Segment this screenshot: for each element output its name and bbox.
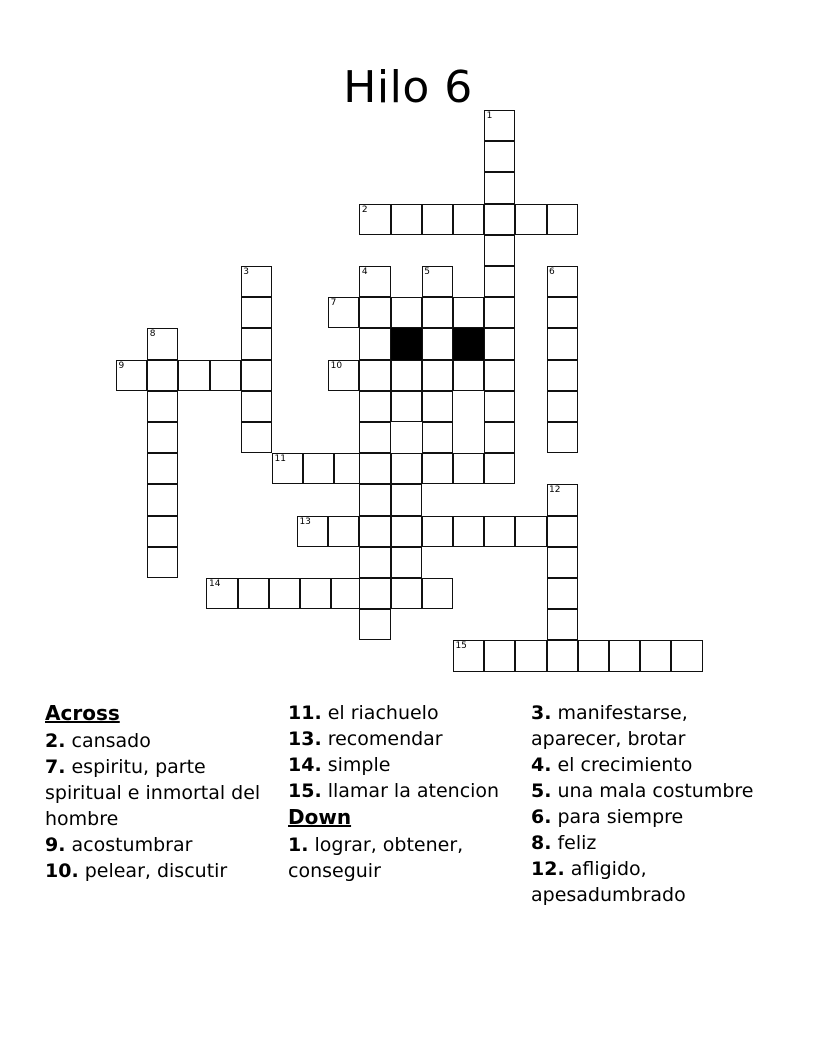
grid-cell[interactable] (147, 516, 178, 547)
grid-cell[interactable] (422, 328, 453, 359)
grid-cell[interactable] (484, 297, 515, 328)
grid-cell[interactable] (147, 391, 178, 422)
grid-cell-number: 1 (486, 111, 493, 121)
grid-cell[interactable] (609, 640, 640, 671)
grid-cell[interactable] (303, 453, 334, 484)
grid-cell[interactable] (484, 204, 515, 235)
clue-text: una mala costumbre (551, 780, 754, 802)
grid-cell[interactable] (484, 422, 515, 453)
grid-cell[interactable] (391, 578, 422, 609)
clue-item (531, 830, 766, 856)
grid-cell[interactable] (328, 360, 359, 391)
clue-text: cansado (65, 730, 151, 752)
grid-cell[interactable] (300, 578, 331, 609)
grid-cell[interactable] (422, 422, 453, 453)
grid-cell-number: 11 (274, 454, 286, 465)
grid-cell[interactable] (453, 360, 484, 391)
grid-cell[interactable] (147, 547, 178, 578)
across-clue-list-part1 (45, 728, 280, 884)
grid-cell[interactable] (241, 391, 272, 422)
clue-item (288, 752, 523, 778)
clue-item (288, 832, 523, 884)
clue-column-3 (531, 700, 774, 908)
grid-cell[interactable] (422, 297, 453, 328)
grid-cell[interactable] (391, 547, 422, 578)
clue-item (45, 832, 280, 858)
grid-cell[interactable] (422, 578, 453, 609)
grid-cell[interactable] (671, 640, 702, 671)
grid-cell[interactable] (331, 578, 362, 609)
clue-number: 10. (45, 860, 79, 882)
grid-cell[interactable] (484, 110, 515, 141)
grid-cell[interactable] (547, 422, 578, 453)
grid-cell[interactable] (515, 204, 546, 235)
grid-cell[interactable] (147, 328, 178, 359)
clue-text: el crecimiento (551, 754, 693, 776)
grid-cell-blocked (453, 328, 484, 359)
grid-cell[interactable] (484, 516, 515, 547)
grid-cell[interactable] (578, 640, 609, 671)
clue-number: 14. (288, 754, 322, 776)
grid-cell[interactable] (210, 360, 241, 391)
clue-number: 4. (531, 754, 552, 776)
clue-item (531, 778, 766, 804)
grid-cell[interactable] (359, 484, 390, 515)
clue-text: recomendar (321, 728, 443, 750)
clue-item (288, 726, 523, 752)
grid-cell[interactable] (241, 297, 272, 328)
grid-cell[interactable] (484, 141, 515, 172)
clue-number: 13. (288, 728, 322, 750)
grid-cell[interactable] (241, 422, 272, 453)
clue-number: 1. (288, 834, 309, 856)
clue-item (531, 752, 766, 778)
clue-text: lograr, obtener, conseguir (288, 834, 464, 882)
clues-section (45, 700, 775, 908)
clue-number: 7. (45, 756, 66, 778)
grid-cell[interactable] (547, 516, 578, 547)
grid-cell[interactable] (547, 640, 578, 671)
clue-number: 11. (288, 702, 322, 724)
grid-cell-number: 15 (455, 641, 467, 652)
clue-number: 9. (45, 834, 66, 856)
grid-cell[interactable] (484, 453, 515, 484)
clue-text: pelear, discutir (78, 860, 228, 882)
clue-number: 3. (531, 702, 552, 724)
clue-column-1 (45, 700, 288, 884)
grid-cell[interactable] (359, 516, 390, 547)
grid-cell[interactable] (359, 297, 390, 328)
grid-cell[interactable] (484, 328, 515, 359)
grid-cell[interactable] (484, 360, 515, 391)
page-title: Hilo 6 (343, 62, 473, 114)
grid-cell[interactable] (269, 578, 300, 609)
grid-cell[interactable] (241, 360, 272, 391)
grid-cell[interactable] (391, 453, 422, 484)
across-heading: Across (45, 701, 120, 725)
grid-cell-number: 14 (208, 579, 221, 589)
grid-cell[interactable] (359, 391, 390, 422)
grid-cell[interactable] (547, 328, 578, 359)
clue-item (45, 728, 280, 754)
grid-cell[interactable] (453, 640, 484, 671)
grid-cell[interactable] (391, 360, 422, 391)
grid-cell-number: 3 (243, 267, 250, 277)
grid-cell[interactable] (453, 204, 484, 235)
grid-cell[interactable] (359, 204, 390, 235)
grid-cell[interactable] (147, 484, 178, 515)
grid-cell[interactable] (484, 235, 515, 266)
grid-cell[interactable] (147, 453, 178, 484)
clue-item (45, 754, 280, 832)
grid-cell[interactable] (359, 609, 390, 640)
clue-text: llamar la atencion (321, 780, 500, 802)
down-clue-list-part2 (531, 700, 766, 908)
clue-item (288, 778, 523, 804)
grid-cell-number: 8 (149, 329, 156, 340)
grid-cell[interactable] (328, 516, 359, 547)
grid-cell-number: 7 (330, 298, 337, 309)
grid-cell[interactable] (547, 547, 578, 578)
clue-item (531, 700, 766, 752)
grid-cell[interactable] (547, 484, 578, 515)
clue-number: 12. (531, 858, 565, 880)
grid-cell[interactable] (147, 360, 178, 391)
grid-cell[interactable] (241, 328, 272, 359)
clue-number: 5. (531, 780, 552, 802)
grid-cell[interactable] (359, 547, 390, 578)
grid-cell[interactable] (116, 360, 147, 391)
grid-cell[interactable] (422, 266, 453, 297)
clue-item (45, 858, 280, 884)
grid-cell[interactable] (640, 640, 671, 671)
grid-cell[interactable] (422, 360, 453, 391)
grid-cell[interactable] (547, 578, 578, 609)
grid-cell[interactable] (422, 204, 453, 235)
grid-cell-number: 4 (361, 267, 368, 277)
grid-cell[interactable] (391, 391, 422, 422)
grid-cell[interactable] (359, 453, 390, 484)
grid-cell-number: 12 (549, 485, 561, 496)
grid-cell[interactable] (547, 391, 578, 422)
clue-item (531, 856, 766, 908)
grid-cell[interactable] (238, 578, 269, 609)
crossword-grid[interactable] (116, 110, 716, 670)
grid-cell[interactable] (484, 266, 515, 297)
clue-number: 8. (531, 832, 552, 854)
grid-cell[interactable] (422, 516, 453, 547)
grid-cell[interactable] (484, 172, 515, 203)
clue-number: 15. (288, 780, 322, 802)
grid-cell[interactable] (147, 422, 178, 453)
grid-cell-blocked (391, 328, 422, 359)
grid-cell[interactable] (547, 266, 578, 297)
grid-cell[interactable] (453, 516, 484, 547)
grid-cell[interactable] (391, 516, 422, 547)
clue-text: para siempre (551, 806, 684, 828)
grid-cell[interactable] (515, 516, 546, 547)
grid-cell[interactable] (241, 266, 272, 297)
grid-cell-number: 13 (299, 516, 311, 527)
clue-text: acostumbrar (65, 834, 193, 856)
clue-text: espiritu, parte spiritual e inmortal del hombre (45, 756, 261, 830)
grid-cell-number: 5 (424, 267, 430, 277)
grid-cell[interactable] (359, 578, 390, 609)
grid-cell[interactable] (272, 453, 303, 484)
grid-cell[interactable] (328, 297, 359, 328)
clue-text: feliz (551, 832, 597, 854)
grid-cell[interactable] (178, 360, 209, 391)
grid-cell[interactable] (206, 578, 237, 609)
grid-cell[interactable] (359, 422, 390, 453)
grid-cell[interactable] (359, 328, 390, 359)
down-heading: Down (288, 805, 352, 829)
grid-cell[interactable] (547, 204, 578, 235)
grid-cell[interactable] (297, 516, 328, 547)
down-clue-list-part1 (288, 832, 523, 884)
grid-cell-number: 10 (330, 360, 343, 371)
grid-cell[interactable] (422, 391, 453, 422)
grid-cell[interactable] (453, 453, 484, 484)
grid-cell-number: 6 (549, 267, 555, 277)
clue-item (531, 804, 766, 830)
grid-cell-number: 2 (361, 204, 368, 215)
grid-cell[interactable] (359, 360, 390, 391)
grid-cell[interactable] (453, 297, 484, 328)
clue-text: simple (321, 754, 391, 776)
grid-cell[interactable] (547, 297, 578, 328)
grid-cell[interactable] (359, 266, 390, 297)
clue-text: manifestarse, aparecer, brotar (531, 702, 688, 750)
clue-item (288, 700, 523, 726)
grid-cell[interactable] (484, 640, 515, 671)
grid-cell[interactable] (515, 640, 546, 671)
across-clue-list-part2 (288, 700, 523, 804)
clue-number: 2. (45, 730, 66, 752)
grid-cell[interactable] (484, 391, 515, 422)
clue-text: el riachuelo (321, 702, 439, 724)
clue-column-2 (288, 700, 531, 884)
grid-cell[interactable] (547, 609, 578, 640)
grid-cell-number: 9 (118, 360, 125, 371)
grid-cell[interactable] (391, 484, 422, 515)
grid-cell[interactable] (422, 453, 453, 484)
clue-number: 6. (531, 806, 552, 828)
grid-cell[interactable] (391, 297, 422, 328)
grid-cell[interactable] (547, 360, 578, 391)
grid-cell[interactable] (391, 204, 422, 235)
clue-text: afligido, apesadumbrado (531, 858, 686, 906)
